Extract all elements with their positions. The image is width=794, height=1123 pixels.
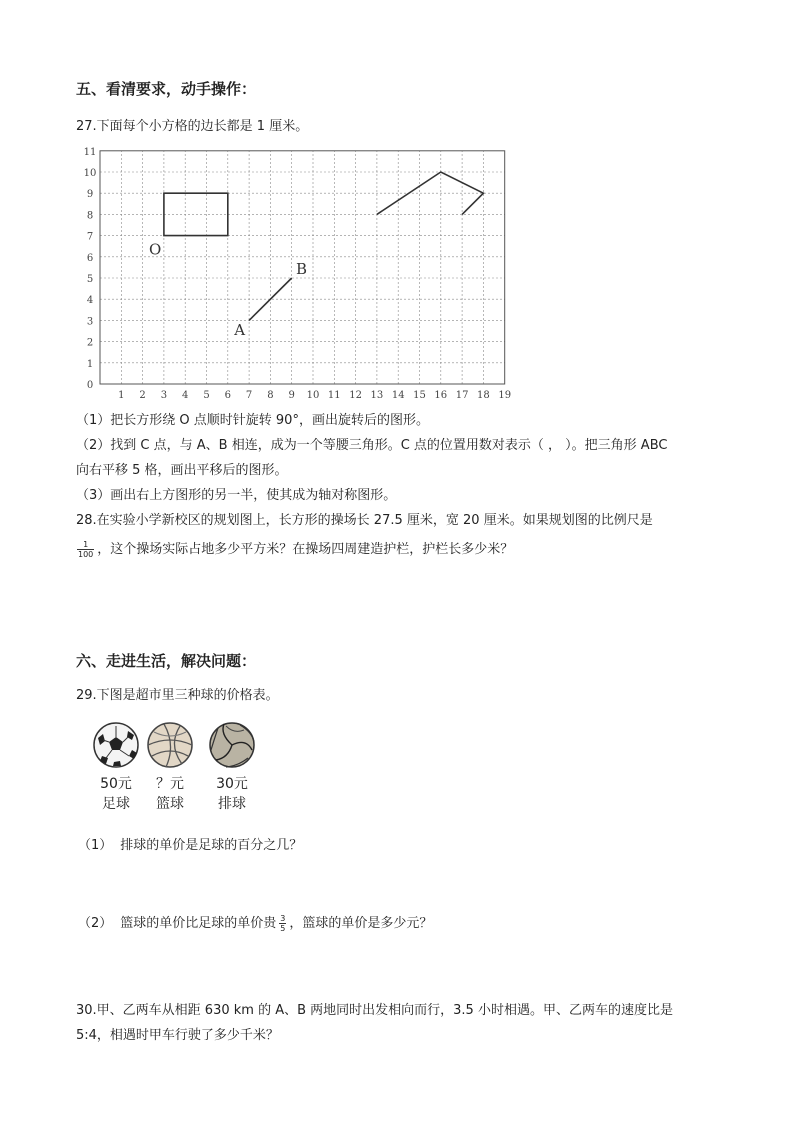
q29-intro: 29.下图是超市里三种球的价格表。 xyxy=(76,688,279,703)
q27-intro: 27.下面每个小方格的边长都是 1 厘米。 xyxy=(76,119,309,134)
x-tick-label: 14 xyxy=(391,390,405,401)
section-5-heading: 五、看清要求，动手操作： xyxy=(76,80,257,98)
soccer-ball-icon xyxy=(88,720,144,770)
y-tick-label: 5 xyxy=(86,274,94,285)
volleyball-name: 排球 xyxy=(218,796,246,812)
x-tick-label: 19 xyxy=(498,390,512,401)
scale-fraction: $\frac{1}{100}$ xyxy=(78,540,94,559)
x-tick-label: 4 xyxy=(182,390,189,401)
y-tick-label: 0 xyxy=(86,380,94,391)
x-tick-label: 16 xyxy=(434,390,448,401)
x-tick-label: 6 xyxy=(224,390,231,401)
volleyball-item xyxy=(204,720,260,814)
coordinate-grid xyxy=(78,140,528,405)
x-tick-label: 12 xyxy=(349,390,362,401)
basketball-name: 篮球 xyxy=(156,796,184,812)
x-tick-label: 5 xyxy=(203,390,210,401)
y-tick-label: 7 xyxy=(86,231,94,243)
q27-part2-line2: 向右平移 5 格，画出平移后的图形。 xyxy=(76,463,288,478)
basketball-icon xyxy=(142,720,198,770)
x-tick-label: 13 xyxy=(370,390,384,401)
q27-part2-line1: （2）找到 C 点，与 A、B 相连，成为一个等腰三角形。C 点的位置用数对表示（ ， ）。把三角形 ABC xyxy=(76,438,668,453)
volleyball-price: 30元 xyxy=(216,776,248,792)
y-tick-label: 6 xyxy=(86,252,94,264)
q27-part3: （3）画出右上方图形的另一半，使其成为轴对称图形。 xyxy=(76,488,397,503)
q27-part1: （1）把长方形绕 O 点顺时针旋转 90°，画出旋转后的图形。 xyxy=(76,413,429,428)
x-tick-label: 9 xyxy=(288,390,295,401)
x-tick-label: 8 xyxy=(267,390,274,401)
soccer-ball-item xyxy=(88,720,144,814)
basketball-price: ？元 xyxy=(156,776,184,792)
y-tick-label: 2 xyxy=(86,337,94,349)
q29-part2: （2） 篮球的单价比足球的单价贵 $\frac{3}{5}$ ，篮球的单价是多少元？ xyxy=(78,914,433,933)
q30-line2: 5:4，相遇时甲车行驶了多少千米？ xyxy=(76,1028,279,1043)
basketball-item xyxy=(142,720,198,814)
point-label-b: B xyxy=(295,259,307,278)
q28-line1: 28.在实验小学新校区的规划图上，长方形的操场长 27.5 厘米，宽 20 厘米。如果规划图的比例尺是 xyxy=(76,513,653,528)
y-tick-label: 3 xyxy=(86,316,94,328)
q30-line1: 30.甲、乙两车从相距 630 km 的 A、B 两地同时出发相向而行，3.5 小时相遇。甲、乙两车的速度比是 xyxy=(76,1003,673,1018)
q29-part1: （1） 排球的单价是足球的百分之几？ xyxy=(78,838,303,853)
x-tick-label: 3 xyxy=(160,390,168,401)
x-tick-label: 15 xyxy=(413,390,426,401)
y-tick-label: 9 xyxy=(86,189,94,201)
soccer-price: 50元 xyxy=(100,776,132,792)
price-fraction: $\frac{3}{5}$ xyxy=(280,914,286,933)
y-tick-label: 4 xyxy=(86,295,94,307)
q28-line2: $\frac{1}{100}$ ，这个操场实际占地多少平方米？在操场四周建造护栏，护栏长多少米？ xyxy=(78,540,514,559)
x-tick-label: 11 xyxy=(327,390,341,401)
x-tick-label: 2 xyxy=(139,390,146,401)
volleyball-icon xyxy=(204,720,260,770)
soccer-name: 足球 xyxy=(102,796,130,812)
point-label-a: A xyxy=(234,321,246,340)
x-tick-label: 1 xyxy=(118,390,125,401)
y-tick-label: 8 xyxy=(86,210,94,222)
section-6-heading: 六、走进生活，解决问题： xyxy=(76,652,257,670)
y-tick-label: 11 xyxy=(83,146,97,158)
x-tick-label: 10 xyxy=(306,390,320,401)
x-tick-label: 7 xyxy=(245,390,253,401)
y-tick-label: 1 xyxy=(86,358,94,370)
y-tick-label: 10 xyxy=(83,168,97,179)
point-label-o: O xyxy=(148,240,162,259)
x-tick-label: 18 xyxy=(477,390,490,401)
x-tick-label: 17 xyxy=(455,390,469,401)
